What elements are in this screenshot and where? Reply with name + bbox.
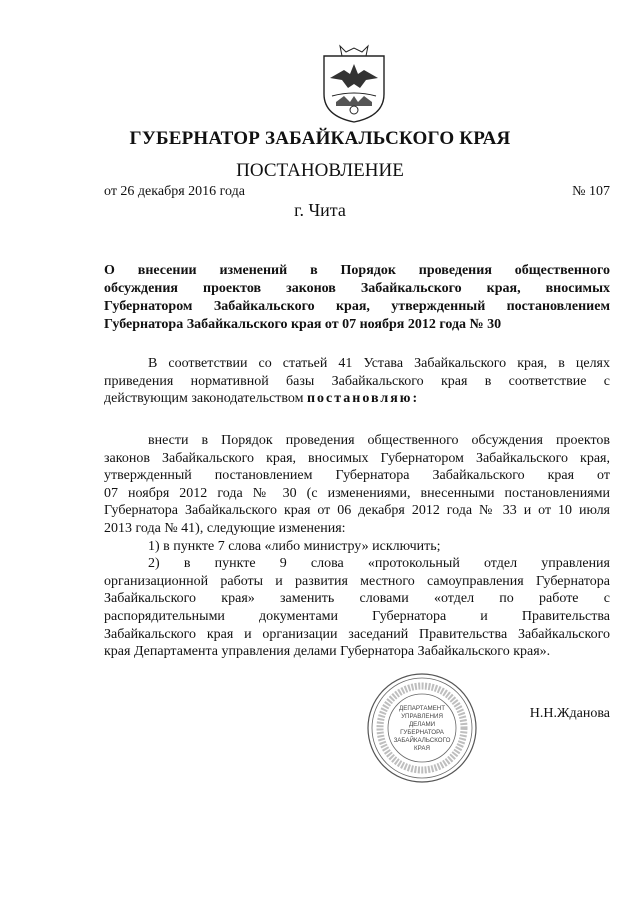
city: г. Чита	[294, 200, 346, 220]
subject-line: Губернатора Забайкальского края от 07 ноября 2012 года № 30	[104, 317, 502, 332]
text-line: внести в Порядок проведения общественного обсуждения проектов	[148, 433, 610, 448]
seal-text: ДЕЛАМИ	[408, 721, 436, 728]
preamble-paragraph	[104, 355, 610, 408]
text-line: края Департамента управления делами Губернатора Забайкальского края».	[104, 644, 551, 660]
document-subject	[104, 262, 610, 334]
text-line: распорядительными документами Губернатора и Правительства	[104, 608, 610, 624]
subject-line: Губернатором Забайкальского края, утвержденный постановлением	[104, 299, 610, 314]
resolution-keyword: постановляю:	[306, 391, 420, 407]
list-item: 2) в пункте 9 слова «протокольный отдел управления	[148, 556, 610, 572]
text-line	[104, 390, 610, 408]
official-seal-icon	[366, 672, 478, 784]
issuer-title: ГУБЕРНАТОР ЗАБАЙКАЛЬСКОГО КРАЯ	[129, 128, 511, 149]
text-line: законов Забайкальского края, вносимых Губернатором Забайкальского края,	[104, 450, 610, 466]
text-line: приведения нормативной базы Забайкальского края в соответствие с	[104, 373, 610, 389]
signatory-name: Н.Н.Жданова	[529, 706, 610, 721]
document-number: № 107	[572, 184, 610, 199]
document-type: ПОСТАНОВЛЕНИЕ	[236, 160, 404, 181]
seal-text: ДЕПАРТАМЕНТ	[399, 705, 445, 712]
text-line: Забайкальского края и организации заседаний Правительства Забайкальского	[104, 626, 610, 642]
list-item: 1) в пункте 7 слова «либо министру» исключить;	[148, 538, 441, 554]
seal-text: ЗАБАЙКАЛЬСКОГО	[393, 737, 451, 744]
text-line: Губернатора Забайкальского края от 06 декабря 2012 года № 33 и от 10 июля	[104, 503, 610, 519]
text-line: 2013 года № 41), следующие изменения:	[104, 520, 346, 536]
coat-of-arms-icon	[320, 44, 388, 124]
preamble-text: действующим законодательством	[104, 391, 304, 407]
seal-text: КРАЯ	[414, 745, 430, 752]
text-line: 07 ноября 2012 года № 30 (с изменениями, внесенными постановлениями	[104, 485, 610, 501]
seal-text: ГУБЕРНАТОРА	[400, 729, 444, 736]
document-date: от 26 декабря 2016 года	[104, 184, 245, 199]
text-line: В соответствии со статьей 41 Устава Забайкальского края, в целях	[148, 356, 610, 371]
text-line: Забайкальского края» заменить словами «отдел по работе с	[104, 591, 610, 607]
resolution-body	[104, 432, 610, 661]
seal-text: УПРАВЛЕНИЯ	[401, 713, 443, 720]
text-line: организационной работы и развития местного самоуправления Губернатора	[104, 573, 610, 589]
subject-line: О внесении изменений в Порядок проведения общественного	[104, 263, 610, 278]
text-line: утвержденный постановлением Губернатора Забайкальского края от	[104, 468, 610, 484]
subject-line: обсуждения проектов законов Забайкальского края, вносимых	[104, 281, 610, 296]
